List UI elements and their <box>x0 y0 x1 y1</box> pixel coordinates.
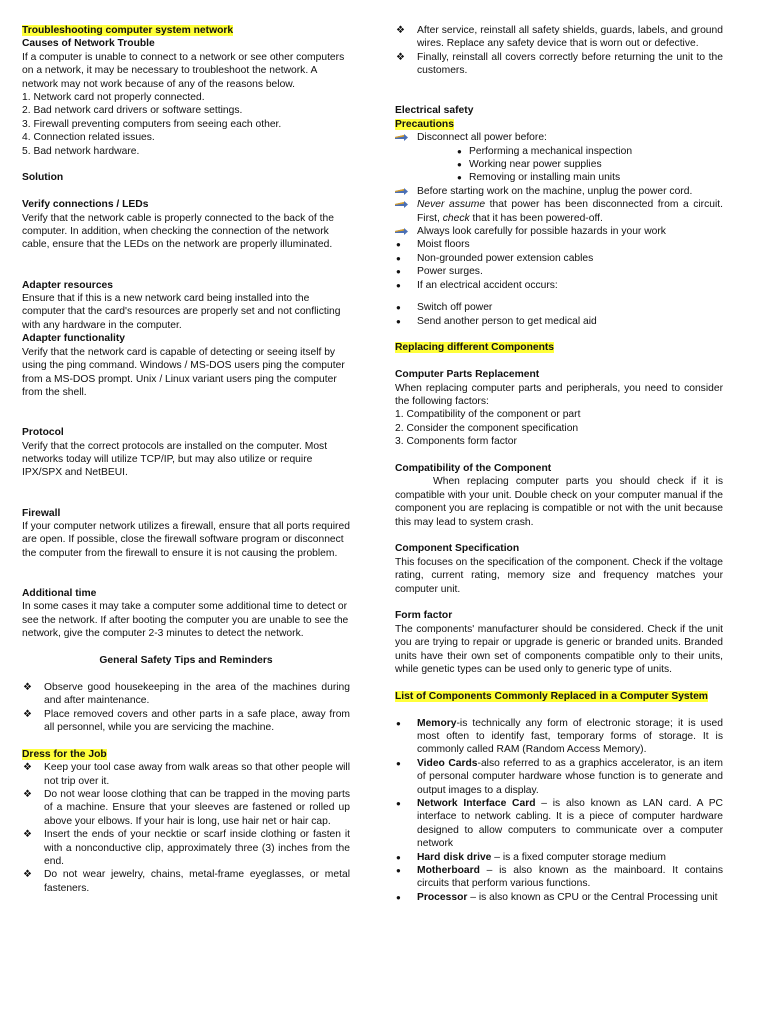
list-item <box>395 198 723 225</box>
list-item: ● Power surges. <box>395 265 723 278</box>
additional-time-heading: Additional time <box>22 587 97 599</box>
dress-list <box>22 761 350 895</box>
components-list-heading: List of Components Commonly Replaced in a Computer System <box>395 690 708 702</box>
component-term: Motherboard <box>417 865 480 877</box>
component-desc: -also referred to as a graphics accelerator, is an item of personal computer hardware whose function is to generate and output images to a display. <box>417 757 723 796</box>
causes-list <box>22 91 350 158</box>
list-item <box>395 891 723 904</box>
component-term: Processor <box>417 891 468 903</box>
adapter-resources-heading: Adapter resources <box>22 279 113 291</box>
never-assume-em: Never assume <box>417 199 486 211</box>
list-item: ❖ Observe good housekeeping in the area of the machines during and after maintenance. <box>22 681 350 708</box>
specification-text: This focuses on the specification of the component. Check if the voltage rating, current rating, memory size and frequency matches your computer unit. <box>395 556 723 595</box>
list-item: ❖ Finally, reinstall all covers correctly before returning the unit to the customers. <box>395 51 723 78</box>
list-item <box>395 131 723 144</box>
list-item: ● Removing or installing main units <box>457 171 723 184</box>
adapter-resources-text: Ensure that if this is a new network card being installed into the computer that the card's resources are properly set and not conflicting with any hardware in the computer. <box>22 293 341 331</box>
safety-list <box>22 681 350 735</box>
additional-time-text: In some cases it may take a computer some additional time to detect or see the network. If after booting the computer you are unable to see the network, give the computer 2-3 minutes to detect the network. <box>22 601 349 640</box>
compatibility-text: When replacing computer parts you should check if it is compatible with your unit. Double check on your computer manual if the component you are replacing is compatible or not with the unit because this may lead to system crash. <box>395 476 723 528</box>
verify-text: Verify that the network cable is properly connected to the back of the computer. In addition, when checking the connection of the network cable, ensure that the LEDs on the network are properly illuminated. <box>22 212 334 251</box>
list-item: ❖ Do not wear jewelry, chains, metal-frame eyeglasses, or metal fasteners. <box>22 868 350 895</box>
list-item <box>395 185 723 198</box>
list-item: ● If an electrical accident occurs: <box>395 279 723 292</box>
list-item: 2. Consider the component specification <box>395 422 579 434</box>
list-item: ● Switch off power <box>395 301 723 314</box>
firewall-text: If your computer network utilizes a firewall, ensure that all ports required are open. If possible, close the firewall software program or disconnect the computer from the firewall to ensure it is not causing the problem. <box>22 520 350 559</box>
right-column <box>395 24 723 904</box>
list-item: 3. Components form factor <box>395 436 517 448</box>
protocol-text: Verify that the correct protocols are installed on the computer. Most networks today will utilize TCP/IP, but may also utilize or require IPX/SPX and NetBEUI. <box>22 440 328 479</box>
unplug-text: Before starting work on the machine, unplug the power cord. <box>417 185 693 197</box>
list-item: ● Working near power supplies <box>457 158 723 171</box>
list-item: ❖ Do not wear loose clothing that can be trapped in the moving parts of a machine. Ensure that your sleeves are fastened or rolled up above your elbows. If your hair is long, use hair net or hair cap. <box>22 788 350 828</box>
solution-heading: Solution <box>22 172 64 184</box>
arrow-bullet-icon <box>395 201 408 208</box>
precautions-list-2 <box>395 185 723 239</box>
list-item: ❖ Place removed covers and other parts in a safe place, away from all personnel, while you are servicing the machine. <box>22 708 350 735</box>
component-term: Hard disk drive <box>417 851 492 863</box>
list-item: 4. Connection related issues. <box>22 132 155 144</box>
list-item: ❖ After service, reinstall all safety shields, guards, labels, and ground wires. Replace any safety device that is worn out or defective. <box>395 24 723 51</box>
form-factor-heading: Form factor <box>395 610 453 622</box>
component-desc: – is also known as CPU or the Central Processing unit <box>467 891 718 903</box>
component-desc: – is also known as the mainboard. It contains circuits that perform various functions. <box>417 865 723 890</box>
replacing-heading: Replacing different Components <box>395 342 555 354</box>
list-item: ● Moist floors <box>395 238 723 251</box>
list-item: 2. Bad network card drivers or software settings. <box>22 105 243 117</box>
parts-replacement-text: When replacing computer parts and peripherals, you need to consider the following factors: <box>395 382 723 407</box>
list-item: ● Non-grounded power extension cables <box>395 252 723 265</box>
form-factor-text: The components' manufacturer should be considered. Check if the unit you are trying to repair or upgrade is generic or branded units. Branded units have their own set of components compatible only to their units, while genetic types can be used only to generic type of units. <box>395 623 723 675</box>
arrow-bullet-icon <box>395 188 408 195</box>
component-desc: – is also known as LAN card. A PC interface to network cabling. It is a piece of computer hardware designed to allow computers to communicate over a computer network <box>417 798 723 850</box>
compatibility-heading: Compatibility of the Component <box>395 462 552 474</box>
verify-heading: Verify connections / LEDs <box>22 199 149 211</box>
protocol-heading: Protocol <box>22 427 64 439</box>
never-assume-text: that power has been disconnected from a circuit. First, <box>417 199 723 224</box>
hazard-list <box>395 238 723 292</box>
list-item: 1. Compatibility of the component or part <box>395 409 581 421</box>
list-item: ❖ Keep your tool case away from walk areas so that other people will not trip over it. <box>22 761 350 788</box>
adapter-functionality-text: Verify that the network card is capable of detecting or seeing itself by using the ping command. Windows / MS-DOS users ping the computer from a MS-DOS prompt. Unix / Linux variant users ping the computer from the shell. <box>22 346 345 398</box>
list-item <box>395 797 723 851</box>
component-term: Memory <box>417 717 457 729</box>
component-term: Network Interface Card <box>417 798 536 810</box>
list-item <box>395 717 723 757</box>
adapter-functionality-heading: Adapter functionality <box>22 333 125 345</box>
causes-heading: Causes of Network Trouble <box>22 38 155 50</box>
precautions-heading: Precautions <box>395 118 454 130</box>
list-item: ❖ Insert the ends of your necktie or scarf inside clothing or fasten it with a nonconductive clip, approximately three (3) inches from the end. <box>22 828 350 868</box>
firewall-heading: Firewall <box>22 507 61 519</box>
arrow-bullet-icon <box>395 134 408 141</box>
doc-title: Troubleshooting computer system network <box>22 25 234 36</box>
left-column <box>22 24 350 895</box>
precautions-list <box>395 131 723 144</box>
list-item <box>395 864 723 891</box>
accident-list <box>395 301 723 328</box>
list-item <box>395 851 723 864</box>
safety-heading: General Safety Tips and Reminders <box>99 654 273 666</box>
causes-intro: If a computer is unable to connect to a network or see other computers on a network, it may be necessary to troubleshoot the network. A network may not work because of any of the reasons below. <box>22 51 345 90</box>
list-item <box>395 225 723 238</box>
list-item: ● Performing a mechanical inspection <box>457 145 723 158</box>
arrow-bullet-icon <box>395 228 408 235</box>
parts-replacement-heading: Computer Parts Replacement <box>395 369 540 381</box>
specification-heading: Component Specification <box>395 543 520 555</box>
hazards-text: Always look carefully for possible hazards in your work <box>417 226 666 238</box>
component-desc: – is a fixed computer storage medium <box>491 851 666 863</box>
component-term: Video Cards <box>417 757 478 769</box>
list-item: ● Send another person to get medical aid <box>395 315 723 328</box>
list-item <box>395 757 723 797</box>
component-desc: -is technically any form of electronic storage; it is used most often to identify fast, temporary forms of storage. It is commonly called RAM (Random Access Memory). <box>417 717 723 756</box>
list-item: 1. Network card not properly connected. <box>22 92 205 104</box>
never-assume-text-2: that it has been powered-off. <box>469 212 603 224</box>
service-list <box>395 24 723 78</box>
disconnect-sublist <box>395 145 723 185</box>
list-item: 5. Bad network hardware. <box>22 145 140 157</box>
components-list <box>395 717 723 905</box>
electrical-safety-heading: Electrical safety <box>395 105 474 117</box>
dress-heading: Dress for the Job <box>22 748 107 760</box>
disconnect-text: Disconnect all power before: <box>417 132 547 144</box>
list-item: 3. Firewall preventing computers from seeing each other. <box>22 118 282 130</box>
check-em: check <box>442 212 470 224</box>
